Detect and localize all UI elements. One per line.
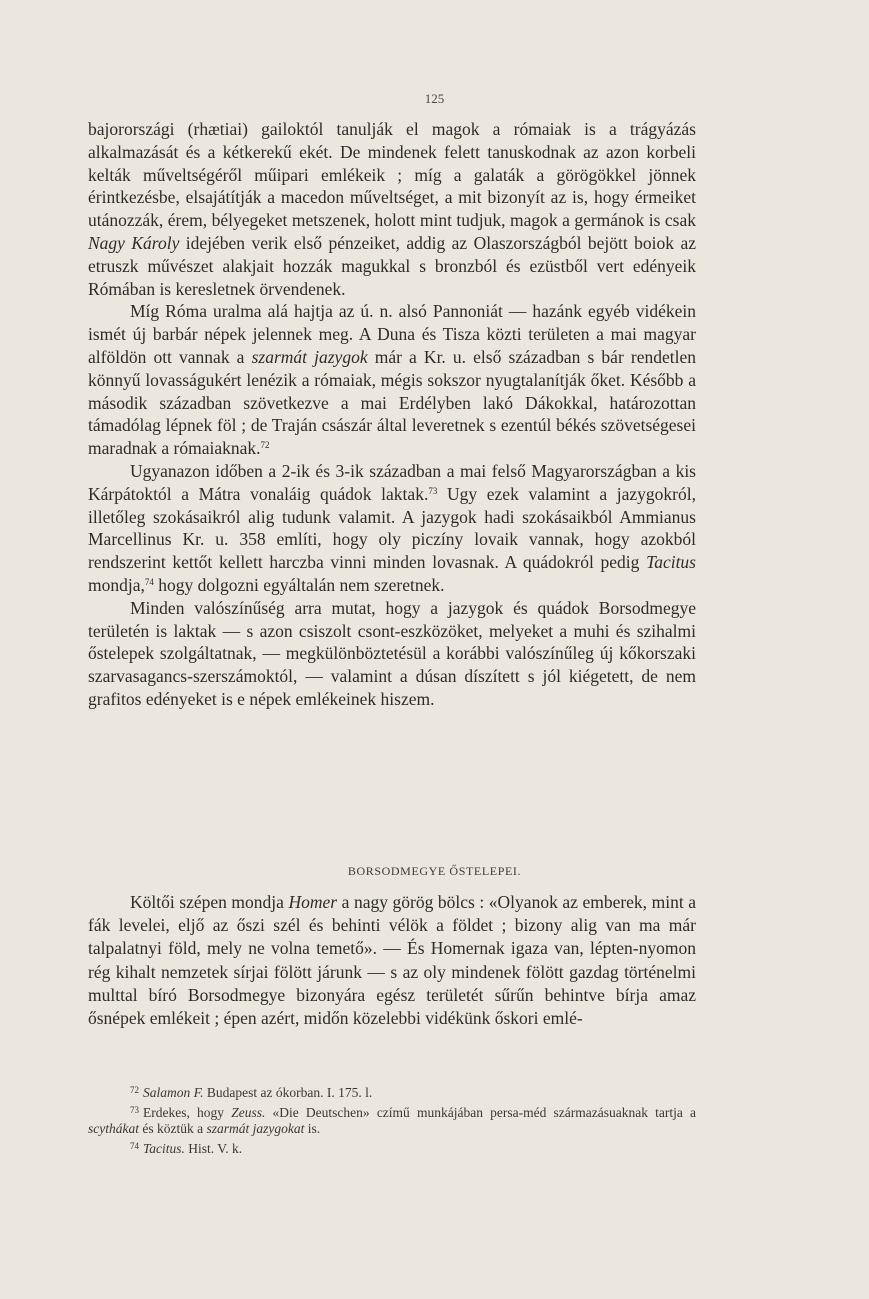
italic-name: Zeuss. (231, 1104, 266, 1120)
footnote-mark: 73 (130, 1104, 139, 1115)
paragraph (88, 118, 696, 300)
italic-name: Nagy Károly (88, 232, 180, 253)
footnote-mark: 72 (130, 1085, 139, 1095)
section-heading: BORSODMEGYE ŐSTELEPEI. (347, 864, 522, 878)
paragraph (88, 460, 696, 597)
footnote-ref[interactable]: 74 (144, 576, 154, 587)
italic-name: Homer (288, 892, 338, 912)
footnotes (88, 1082, 696, 1157)
text-run: hogy dolgozni egyáltalán nem szeretnek. (153, 574, 445, 595)
text-run: és köztük a (138, 1121, 207, 1136)
text-run: Költői szépen mondja (130, 892, 289, 912)
italic-name: Salamon F. (143, 1085, 204, 1100)
text-run: Ugyanazon időben a 2-ik és 3-ik században a mai felső Magyarországban a kis Kárpátoktól a Mátra vonaláig quádok laktak. (88, 460, 696, 504)
footnote (88, 1138, 696, 1158)
paragraph (88, 300, 696, 460)
text-run: is. (304, 1121, 321, 1136)
page-number: 125 (424, 91, 445, 106)
footnote (88, 1082, 696, 1102)
footnote (88, 1102, 696, 1138)
text-run: mondja, (88, 574, 145, 595)
italic-term: szarmát jazygokat (206, 1121, 305, 1136)
italic-name: Tacitus. (143, 1140, 185, 1156)
body-text (88, 118, 696, 711)
italic-name: Tacitus (646, 552, 696, 573)
text-run: már a Kr. u. első században s bár rendetlen könnyű lovasságukért lenézik a rómaiak, mégis sokszor nyugtalanítják őket. Később a második században szövetkezve a mai Erdélyben lakó Dákokkal, határozottan támadólag lépnek föl ; de Traján császár által leveretnek s ezentúl békés szövetségesei maradnak a rómaiaknak. (88, 346, 696, 459)
text-run: a nagy görög bölcs : «Olyanok az emberek, mint a fák levelei, eljő az őszi szél és behinti vélök a földet ; bizony alig van ma már talpalatnyi föld, mely ne volna temető». — És Homernak igaza van, lépten-nyomon rég kihalt nemzetek sírjai fölött járunk — s az oly mindenek fölött gazdag történelmi multtal bíró Borsodmegye bizonyára egész területét sűrűn behintve bírja amaz ősnépek emlékeit ; épen azért, midőn közelebbi vidékünk őskori emlé- (88, 892, 697, 1029)
footnote-mark: 74 (130, 1140, 139, 1151)
text-run: idejében verik első pénzeiket, addig az Olaszországból bejött boiok az etruszk művészet alakjait hozzák magukkal s bronzból és ezüstből vert edényeik Rómában is keresletnek örvendenek. (88, 232, 697, 299)
paragraph: Minden valószínűség arra mutat, hogy a jazygok és quádok Borsodmegye területén is laktak — s azon csiszolt csont-eszközöket, melyeket a muhi és szihalmi őstelepek szolgáltatnak, — megkülönböztetésül a korábbi valószínűleg új kőkorszaki szarvasagancs-szerszámoktól, — valamint a dúsan díszített s jól kiégetett, de nem grafitos edényeket is e népek emlékeinek hiszem. (88, 597, 696, 709)
text-run: «Die Deutschen» czímű munkájában persa-méd származásuaknak tartja a (265, 1104, 697, 1120)
text-run: bajorországi (rhætiai) gailoktól tanulják el magok a rómaiak is a trágyázás alkalmazását és a kétkerekű ekét. De mindenek felett tanuskodnak az azon korbeli kelták műveltségéről műipari emlékeik ; míg a galaták a görögökkel jönnek érintkezésbe, elsajátítják a macedon műveltséget, a mit bizonyít az is, hogy érmeiket utánozzák, érem, bélyegeket metszenek, holott mint tudjuk, magok a germánok is csak (88, 119, 696, 231)
paragraph (88, 891, 696, 1030)
text-run: Erdekes, hogy (143, 1104, 232, 1120)
text-run: Budapest az ókorban. I. 175. l. (203, 1085, 373, 1100)
text-run: Míg Róma uralma alá hajtja az ú. n. alsó Pannoniát — hazánk egyéb vidékein ismét új barbár népek jelennek meg. A Duna és Tisza közti területen a mai magyar alföldön ott vannak a (88, 301, 696, 367)
text-run: Hist. V. k. (184, 1140, 243, 1156)
footnote-ref[interactable]: 72 (260, 440, 270, 451)
italic-term: scythákat (88, 1121, 139, 1136)
footnote-ref[interactable]: 73 (428, 485, 438, 496)
section-text (88, 891, 696, 1030)
italic-term: szarmát jazygok (251, 346, 368, 367)
text-run: Ugy ezek valamint a jazygokról, illetőleg szokásaikról alig tudunk valamit. A jazygok hadi szokásaikból Ammianus Marcellinus Kr. u. 358 említi, hogy oly piczíny lovaik vannak, hogy azokból rendszerint kettőt kellett harczba vinni minden lovasnak. A quádokról pedig (88, 483, 696, 573)
